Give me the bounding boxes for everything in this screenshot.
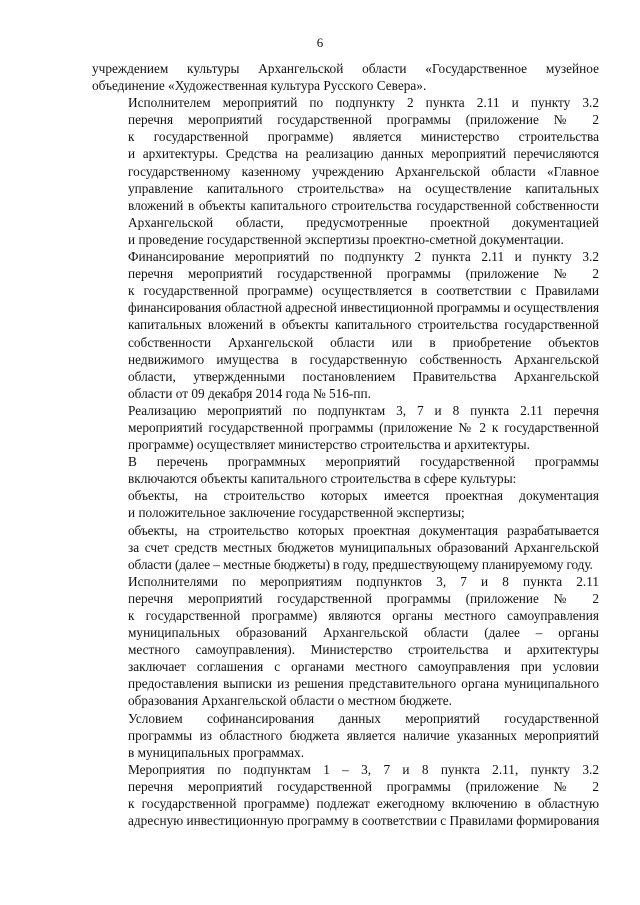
text-line: перечня мероприятий государственной программы (приложение № 2 (128, 778, 599, 794)
text-line: Реализацию мероприятий по подпунктам 3, 7 и 8 пункта 2.11 перечня (128, 402, 599, 418)
text-line: программе) осуществляет министерство строительства и архитектуры. (128, 437, 530, 453)
text-line: управление капитального строительства» на осуществление капитальных (128, 180, 599, 196)
document-body (92, 60, 599, 829)
text-line: и положительное заключение государственной экспертизы; (128, 505, 465, 521)
text-line: мероприятий государственной программы (приложение № 2 к государственной (128, 419, 599, 435)
text-line: капитальных вложений в объекты капитального строительства государственной (128, 317, 599, 333)
text-line: объекты, на строительство которых имеется проектная документация (128, 488, 599, 504)
text-line: адресную инвестиционную программу в соответствии с Правилами формирования (128, 813, 600, 829)
text-line: в муниципальных программах. (128, 744, 305, 760)
text-line: объекты, на строительство которых проектная документация разрабатывается (128, 522, 599, 538)
text-line: Мероприятия по подпунктам 1 – 3, 7 и 8 пункта 2.11, пункту 3.2 (128, 761, 599, 777)
paragraph (92, 573, 599, 710)
text-line: Финансирование мероприятий по подпункту 2 пункта 2.11 и пункту 3.2 (128, 249, 599, 265)
text-line: образования Архангельской области о местном бюджете. (128, 693, 452, 709)
text-line: объединение «Художественная культура Русского Севера». (92, 78, 427, 94)
text-line: финансирования областной адресной инвестиционной программы и осуществления (128, 300, 599, 316)
text-line: государственному казенному учреждению Архангельской области «Главное (128, 163, 599, 179)
text-line: учреждением культуры Архангельской области «Государственное музейное (92, 61, 599, 76)
text-line: области (далее – местные бюджеты) в году, предшествующему планируемому году. (128, 556, 593, 572)
text-line: к государственной программе) являются органы местного самоуправления (128, 608, 599, 623)
text-line: предоставления выписки из решения представительного органа муниципального (128, 676, 599, 692)
text-line: к государственной программе) осуществляется в соответствии с Правилами (128, 283, 599, 299)
text-line: заключает соглашения с органами местного самоуправления при условии (128, 659, 599, 675)
paragraph (92, 487, 599, 521)
text-line: вложений в объекты капитального строительства государственной собственности (128, 197, 599, 213)
paragraph (92, 60, 599, 94)
page-number: 6 (316, 35, 324, 50)
text-line: области, утвержденными постановлением Правительства Архангельской (128, 368, 599, 384)
text-line: и архитектуры. Средства на реализацию данных мероприятий перечисляются (128, 146, 599, 162)
text-line: собственности Архангельской области или в приобретение объектов (128, 334, 599, 350)
text-line: местного самоуправления). Министерство строительства и архитектуры (128, 642, 599, 658)
text-line: Исполнителем мероприятий по подпункту 2 пункта 2.11 и пункту 3.2 (128, 95, 599, 111)
text-line: включаются объекты капитального строительства в сфере культуры: (128, 471, 517, 487)
text-line: муниципальных образований Архангельской области (далее – органы (128, 625, 599, 641)
text-line: недвижимого имущества в государственную собственность Архангельской (128, 351, 599, 367)
text-line: и проведение государственной экспертизы проектно-сметной документации. (128, 231, 564, 247)
text-line: к государственной программе) является министерство строительства (128, 129, 599, 145)
paragraph (92, 522, 599, 573)
text-line: перечня мероприятий государственной программы (приложение № 2 (128, 266, 599, 282)
text-line: области от 09 декабря 2014 года № 516-пп. (128, 385, 371, 401)
text-line: Архангельской области, предусмотренные проектной документацией (128, 214, 599, 230)
text-line: к государственной программе) подлежат ежегодному включению в областную (128, 796, 599, 812)
text-line: перечня мероприятий государственной программы (приложение № 2 (128, 590, 599, 606)
text-line: В перечень программных мероприятий государственной программы (128, 454, 599, 470)
paragraph (92, 761, 599, 829)
text-line: за счет средств местных бюджетов муниципальных образований Архангельской (128, 539, 599, 555)
paragraph (92, 94, 599, 248)
paragraph (92, 402, 599, 453)
text-line: Условием софинансирования данных мероприятий государственной (128, 710, 599, 726)
text-line: программы из областного бюджета является наличие указанных мероприятий (128, 727, 599, 743)
paragraph (92, 248, 599, 402)
text-line: перечня мероприятий государственной программы (приложение № 2 (128, 112, 599, 128)
text-line: Исполнителями по мероприятиям подпунктов 3, 7 и 8 пункта 2.11 (128, 573, 599, 589)
paragraph (92, 453, 599, 487)
paragraph (92, 710, 599, 761)
